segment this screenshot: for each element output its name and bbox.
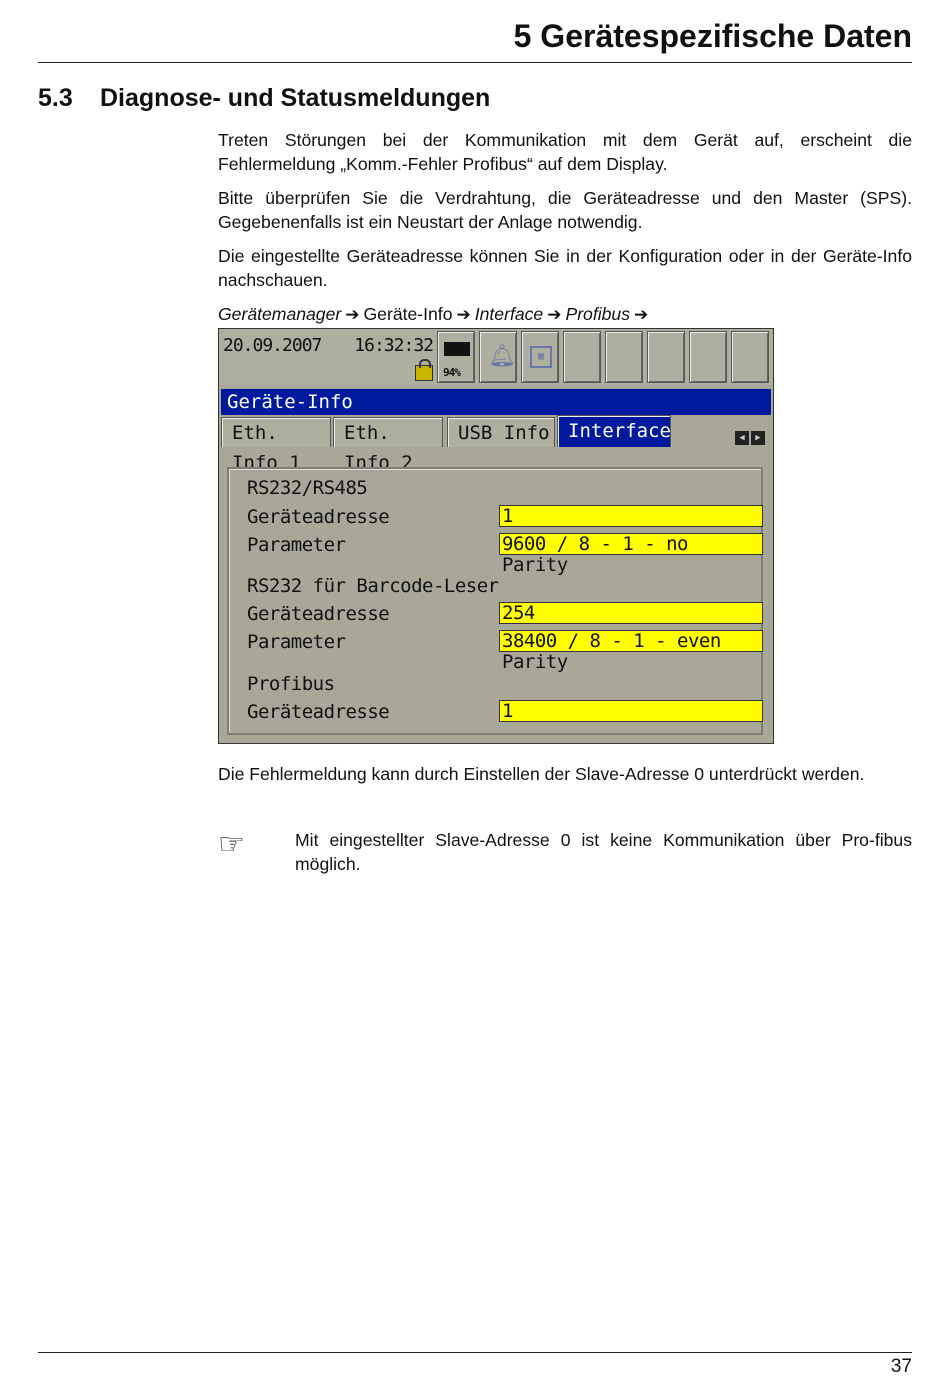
paragraph: Die Fehlermeldung kann durch Einstellen der Slave-Adresse 0 unterdrückt werden.	[218, 764, 865, 784]
display-button[interactable]	[521, 331, 559, 383]
memory-icon	[444, 342, 470, 356]
field-label: Geräteadresse	[247, 701, 390, 723]
navigation-path	[218, 302, 652, 327]
bell-icon: 🔔︎	[488, 344, 516, 369]
grid-icon: ▦	[530, 346, 552, 368]
barcode-address-field[interactable]: 254	[499, 602, 763, 624]
alarm-button[interactable]	[479, 331, 517, 383]
barcode-parameter-field[interactable]: 38400 / 8 - 1 - even Parity	[499, 630, 763, 652]
path-item: Profibus	[565, 304, 630, 324]
toolbar-button[interactable]	[605, 331, 643, 383]
time-display: 16:32:32	[354, 335, 433, 356]
datetime-display	[221, 333, 435, 383]
rs232-parameter-field[interactable]: 9600 / 8 - 1 - no Parity	[499, 533, 763, 555]
tab-interface[interactable]: Interface	[557, 415, 671, 447]
field-label: Parameter	[247, 631, 346, 653]
page-number: 37	[890, 1356, 912, 1377]
field-label: Geräteadresse	[247, 603, 390, 625]
toolbar-button[interactable]	[689, 331, 727, 383]
footer-rule	[38, 1352, 912, 1353]
interface-panel	[227, 467, 763, 735]
toolbar-button[interactable]	[647, 331, 685, 383]
field-label: Geräteadresse	[247, 506, 390, 528]
arrow-icon: ➔	[456, 305, 471, 324]
note-text: Mit eingestellter Slave-Adresse 0 ist keine Kommunikation über Pro-fibus möglich.	[295, 830, 912, 874]
arrow-icon: ➔	[547, 305, 562, 324]
chapter-title: 5 Gerätespezifische Daten	[513, 18, 912, 54]
paragraph: Bitte überprüfen Sie die Verdrahtung, die Geräteadresse und den Master (SPS). Gegebenenfalls ist ein Neustart der Anlage notwendig.	[218, 188, 912, 232]
paragraph: Die eingestellte Geräteadresse können Sie in der Konfiguration oder in der Geräte-Info nachschauen.	[218, 246, 912, 290]
device-screenshot	[218, 328, 774, 744]
header-rule	[38, 62, 912, 63]
date-display: 20.09.2007	[223, 335, 322, 356]
lock-icon	[415, 365, 433, 381]
path-item: Interface	[474, 304, 544, 324]
toolbar-button[interactable]	[731, 331, 769, 383]
status-bar	[219, 329, 773, 385]
arrow-icon: ➔	[634, 305, 649, 324]
section-number: 5.3	[38, 84, 73, 112]
path-item: Geräte-Info	[363, 304, 453, 324]
memory-percent: 94%	[443, 366, 460, 379]
tab-eth-info-2[interactable]: Eth. Info 2	[333, 417, 443, 447]
paragraph: Treten Störungen bei der Kommunikation mit dem Gerät auf, erscheint die Fehlermeldung „Komm.-Fehler Profibus“ auf dem Display.	[218, 130, 912, 174]
profibus-address-field[interactable]: 1	[499, 700, 763, 722]
scroll-left-icon[interactable]: ◀	[735, 431, 749, 445]
group-heading: RS232 für Barcode-Leser	[247, 575, 499, 597]
tab-scroll	[735, 431, 767, 445]
path-item: Gerätemanager	[218, 304, 342, 324]
field-label: Parameter	[247, 534, 346, 556]
tab-eth-info-1[interactable]: Eth. Info 1	[221, 417, 331, 447]
memory-button[interactable]	[437, 331, 475, 383]
pointing-hand-icon: ☞	[218, 828, 245, 861]
toolbar-button[interactable]	[563, 331, 601, 383]
scroll-right-icon[interactable]: ▶	[751, 431, 765, 445]
window-title: Geräte-Info	[221, 389, 771, 415]
rs232-address-field[interactable]: 1	[499, 505, 763, 527]
section-title: Diagnose- und Statusmeldungen	[100, 84, 491, 112]
group-heading: RS232/RS485	[247, 477, 368, 499]
group-heading: Profibus	[247, 673, 335, 695]
arrow-icon: ➔	[345, 305, 360, 324]
tab-usb-info[interactable]: USB Info	[447, 417, 555, 447]
